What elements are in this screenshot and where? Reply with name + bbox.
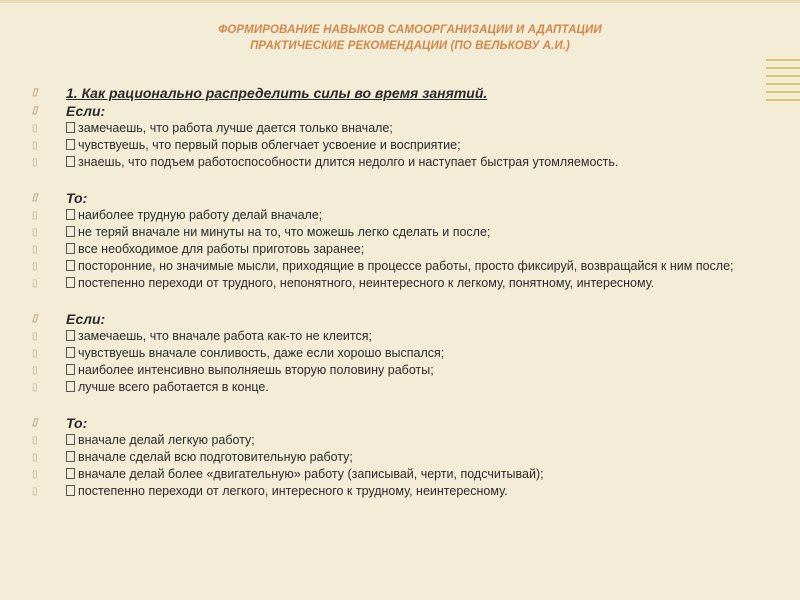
list-item (32, 379, 772, 396)
item-text: замечаешь, что вначале работа как-то не клеится; (78, 329, 372, 343)
list-item (32, 224, 772, 241)
item-text: наиболее интенсивно выполняешь вторую половину работы; (78, 363, 434, 377)
section-title (32, 84, 772, 102)
list-item (32, 362, 772, 379)
list-item (32, 207, 772, 224)
checkbox-glyph-icon (66, 209, 75, 220)
bullet-icon: ▯ (32, 123, 38, 134)
bullet-icon: ▯ (32, 469, 38, 480)
bullet-icon: ▯ (32, 278, 38, 289)
section-title-text: 1. Как рационально распределить силы во время занятий. (66, 85, 488, 101)
checkbox-glyph-icon (66, 451, 75, 462)
item-text: наиболее трудную работу делай вначале; (78, 208, 323, 222)
list-item (32, 120, 772, 137)
checkbox-glyph-icon (66, 364, 75, 375)
bullet-icon: ▯ (32, 157, 38, 168)
bullet-icon: ▯ (32, 244, 38, 255)
checkbox-glyph-icon (66, 139, 75, 150)
list-item (32, 154, 772, 171)
list-item (32, 137, 772, 154)
bullet-icon: ▯ (32, 140, 38, 151)
heading-text: То: (66, 415, 88, 431)
bullet-icon: ▯ (32, 348, 38, 359)
item-text: не теряй вначале ни минуты на то, что можешь легко сделать и после; (78, 225, 491, 239)
item-text: вначале делай легкую работу; (78, 433, 255, 447)
item-text: чувствуешь, что первый порыв облегчает усвоение и восприятие; (78, 138, 461, 152)
checkbox-glyph-icon (66, 243, 75, 254)
checkbox-glyph-icon (66, 330, 75, 341)
item-text: замечаешь, что работа лучше дается только вначале; (78, 121, 393, 135)
list-item (32, 449, 772, 466)
checkbox-glyph-icon (66, 156, 75, 167)
checkbox-glyph-icon (66, 226, 75, 237)
list-item (32, 483, 772, 500)
content-list (32, 84, 772, 500)
checkbox-glyph-icon (66, 277, 75, 288)
spacer (32, 292, 772, 310)
list-item (32, 258, 772, 275)
bullet-icon: ▯ (32, 365, 38, 376)
heading-text: Если: (66, 103, 106, 119)
checkbox-glyph-icon (66, 122, 75, 133)
list-item (32, 432, 772, 449)
bullet-icon: ▯ (32, 261, 38, 272)
bullet-icon: ▯ (32, 382, 38, 393)
item-text: лучше всего работается в конце. (78, 380, 269, 394)
heading-if-2 (32, 310, 772, 328)
slide-title (150, 22, 670, 54)
heading-text: То: (66, 190, 88, 206)
list-item (32, 241, 772, 258)
checkbox-glyph-icon (66, 381, 75, 392)
checkbox-glyph-icon (66, 434, 75, 445)
checkbox-glyph-icon (66, 260, 75, 271)
heading-then-1 (32, 189, 772, 207)
item-text: посторонние, но значимые мысли, приходящие в процессе работы, просто фиксируй, возвращайся к ним после; (78, 259, 734, 273)
bullet-icon: ▯ (32, 210, 38, 221)
bullet-icon: ▯ (32, 435, 38, 446)
item-text: все необходимое для работы приготовь заранее; (78, 242, 365, 256)
item-text: постепенно переходи от трудного, непонятного, неинтересного к легкому, понятному, интересному. (78, 276, 655, 290)
item-text: постепенно переходи от легкого, интересного к трудному, неинтересному. (78, 484, 508, 498)
bullet-icon: ▯ (32, 331, 38, 342)
bullet-icon: ▯ (32, 486, 38, 497)
heading-then-2 (32, 414, 772, 432)
list-item (32, 328, 772, 345)
heading-if-1 (32, 102, 772, 120)
list-item (32, 466, 772, 483)
checkbox-glyph-icon (66, 347, 75, 358)
bullet-icon: ▯ (32, 105, 38, 116)
list-item (32, 345, 772, 362)
bullet-icon: ▯ (32, 452, 38, 463)
list-item (32, 275, 772, 292)
bullet-icon: ▯ (32, 227, 38, 238)
bullet-icon: ▯ (32, 192, 38, 203)
item-text: чувствуешь вначале сонливость, даже если хорошо выспался; (78, 346, 445, 360)
item-text: знаешь, что подъем работоспособности длится недолго и наступает быстрая утомляемость. (78, 155, 619, 169)
bullet-icon: ▯ (32, 417, 38, 428)
bullet-icon: ▯ (32, 87, 38, 98)
heading-text: Если: (66, 311, 106, 327)
checkbox-glyph-icon (66, 485, 75, 496)
spacer (32, 171, 772, 189)
item-text: вначале делай более «двигательную» работу (записывай, черти, подсчитывай); (78, 467, 544, 481)
title-line-2: ПРАКТИЧЕСКИЕ РЕКОМЕНДАЦИИ (ПО ВЕЛЬКОВУ А.И.) (250, 40, 570, 52)
spacer (32, 396, 772, 414)
title-line-1: ФОРМИРОВАНИЕ НАВЫКОВ САМООРГАНИЗАЦИИ И АДАПТАЦИИ (218, 24, 602, 36)
bullet-icon: ▯ (32, 313, 38, 324)
item-text: вначале сделай всю подготовительную работу; (78, 450, 353, 464)
checkbox-glyph-icon (66, 468, 75, 479)
top-accent-line (0, 0, 800, 3)
